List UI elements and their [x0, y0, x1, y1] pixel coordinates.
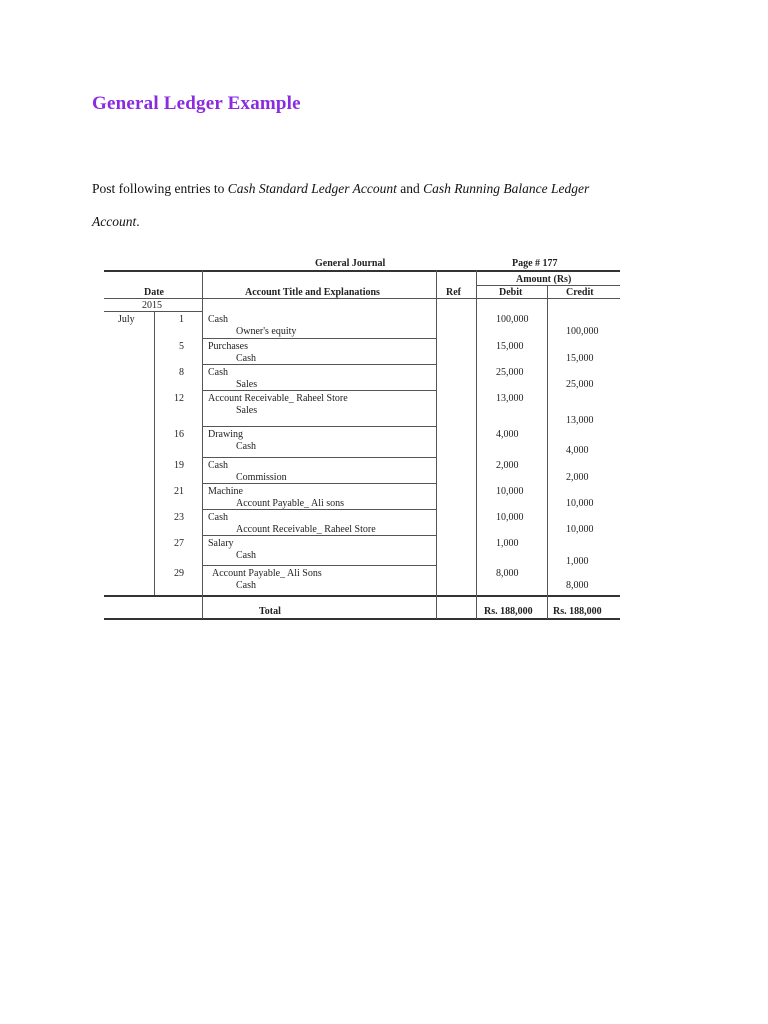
entry-day: 16 — [174, 429, 184, 440]
entry-divider — [202, 565, 436, 566]
entry-debit-amount: 15,000 — [496, 341, 524, 352]
entry-credit-account: Commission — [236, 472, 287, 483]
entry-credit-amount: 15,000 — [566, 353, 594, 364]
entry-credit-account: Account Receivable_ Raheel Store — [236, 524, 376, 535]
entry-debit-account: Cash — [208, 512, 228, 523]
entry-debit-amount: 10,000 — [496, 512, 524, 523]
general-journal-table — [104, 256, 620, 620]
entry-divider — [202, 364, 436, 365]
entry-divider — [202, 390, 436, 391]
entry-debit-amount: 8,000 — [496, 568, 519, 579]
entry-debit-amount: 2,000 — [496, 460, 519, 471]
entry-debit-account: Account Payable_ Ali Sons — [212, 568, 322, 579]
amount-header: Amount (Rs) — [516, 274, 572, 285]
account-ref-divider — [436, 270, 437, 619]
entry-divider — [202, 535, 436, 536]
journal-page-label: Page # 177 — [512, 258, 558, 269]
column-header-debit: Debit — [499, 287, 523, 298]
entry-day: 23 — [174, 512, 184, 523]
instructions-paragraph — [92, 172, 632, 238]
total-debit: Rs. 188,000 — [484, 606, 533, 617]
year-rule — [104, 311, 202, 312]
ref-debit-divider — [476, 270, 477, 619]
total-credit: Rs. 188,000 — [553, 606, 602, 617]
entry-debit-amount: 25,000 — [496, 367, 524, 378]
entry-credit-amount: 10,000 — [566, 498, 594, 509]
column-header-ref: Ref — [446, 287, 461, 298]
entry-debit-account: Cash — [208, 460, 228, 471]
entry-divider — [202, 457, 436, 458]
journal-month: July — [118, 314, 135, 325]
entry-day: 29 — [174, 568, 184, 579]
total-top-rule — [104, 595, 620, 597]
entry-credit-account: Sales — [236, 405, 258, 416]
instructions-account-2: Cash Running Balance Ledger Account — [92, 181, 590, 229]
entry-credit-amount: 1,000 — [566, 556, 589, 567]
entry-day: 1 — [179, 314, 184, 325]
entry-debit-account: Salary — [208, 538, 234, 549]
entry-credit-amount: 25,000 — [566, 379, 594, 390]
entry-divider — [202, 483, 436, 484]
entry-divider — [202, 509, 436, 510]
instructions-account-1: Cash Standard Ledger Account — [227, 181, 397, 196]
table-top-rule — [104, 270, 620, 272]
entry-credit-account: Cash — [236, 580, 256, 591]
entry-debit-amount: 10,000 — [496, 486, 524, 497]
entry-debit-account: Drawing — [208, 429, 243, 440]
date-column-divider — [202, 270, 203, 619]
total-bottom-rule — [104, 618, 620, 620]
page-heading: General Ledger Example — [92, 93, 301, 114]
journal-title: General Journal — [315, 258, 386, 269]
entry-credit-account: Cash — [236, 550, 256, 561]
entry-debit-amount: 1,000 — [496, 538, 519, 549]
column-header-rule — [104, 298, 620, 299]
month-day-divider — [154, 311, 155, 595]
entry-credit-account: Owner's equity — [236, 326, 297, 337]
instructions-suffix: . — [136, 214, 140, 229]
entry-debit-amount: 4,000 — [496, 429, 519, 440]
amount-header-rule — [476, 285, 620, 286]
entry-credit-amount: 13,000 — [566, 415, 594, 426]
entry-day: 5 — [179, 341, 184, 352]
journal-year: 2015 — [142, 300, 162, 311]
entry-credit-amount: 8,000 — [566, 580, 589, 591]
entry-debit-account: Account Receivable_ Raheel Store — [208, 393, 348, 404]
entry-debit-account: Machine — [208, 486, 243, 497]
entry-credit-amount: 2,000 — [566, 472, 589, 483]
entry-credit-amount: 100,000 — [566, 326, 599, 337]
instructions-prefix: Post following entries to — [92, 181, 228, 196]
entry-day: 8 — [179, 367, 184, 378]
entry-divider — [202, 338, 436, 339]
instructions-middle: and — [396, 181, 424, 196]
entry-credit-account: Account Payable_ Ali sons — [236, 498, 345, 509]
entry-day: 19 — [174, 460, 184, 471]
entry-debit-amount: 100,000 — [496, 314, 529, 325]
entry-debit-amount: 13,000 — [496, 393, 524, 404]
column-header-date: Date — [144, 287, 164, 298]
entry-credit-amount: 4,000 — [566, 445, 589, 456]
entry-debit-account: Cash — [208, 314, 228, 325]
debit-credit-divider — [547, 285, 548, 619]
entry-credit-account: Sales — [236, 379, 258, 390]
entry-credit-amount: 10,000 — [566, 524, 594, 535]
entry-day: 12 — [174, 393, 184, 404]
column-header-account: Account Title and Explanations — [245, 287, 380, 298]
entry-day: 21 — [174, 486, 184, 497]
entry-credit-account: Cash — [236, 441, 256, 452]
entry-credit-account: Cash — [236, 353, 256, 364]
entry-day: 27 — [174, 538, 184, 549]
total-label: Total — [259, 606, 281, 617]
entry-debit-account: Purchases — [208, 341, 248, 352]
entry-divider — [202, 426, 436, 427]
column-header-credit: Credit — [566, 287, 594, 298]
entry-debit-account: Cash — [208, 367, 228, 378]
